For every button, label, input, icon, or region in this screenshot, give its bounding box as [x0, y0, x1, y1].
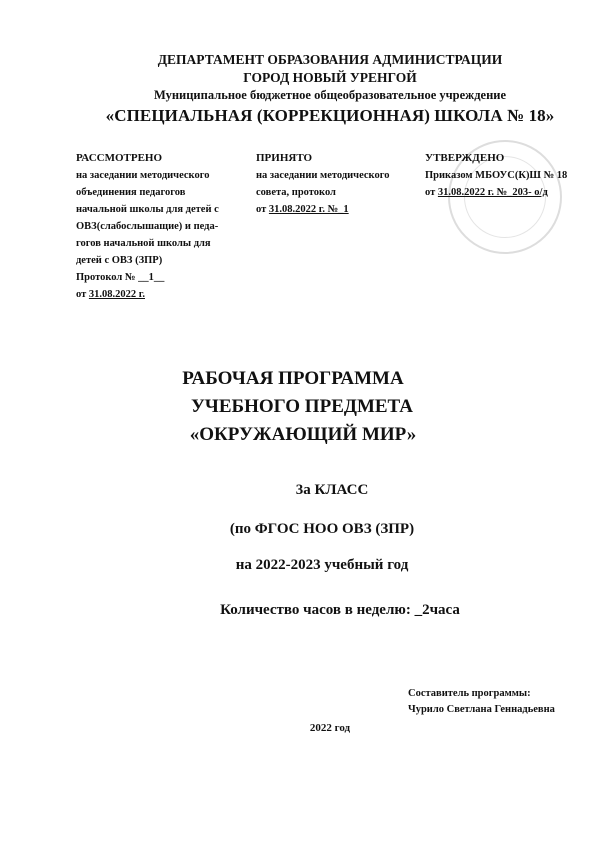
department-header: ДЕПАРТАМЕНТ ОБРАЗОВАНИЯ АДМИНИСТРАЦИИ: [157, 52, 503, 67]
considered-line: на заседании методического: [76, 170, 210, 181]
considered-protocol: [76, 269, 246, 286]
accepted-date-line: [256, 201, 421, 218]
approved-order: Приказом МБОУС(К)Ш № 18: [425, 170, 568, 181]
considered-line: объединения педагогов: [76, 187, 186, 198]
approved-title: УТВЕРЖДЕНО: [425, 152, 505, 164]
approved-block: [425, 150, 605, 201]
considered-title: РАССМОТРЕНО: [76, 152, 163, 164]
considered-line: начальной школы для детей с: [76, 204, 219, 215]
document-year: 2022 год: [309, 722, 351, 734]
accepted-line: на заседании методического: [256, 170, 390, 181]
program-title-line1: РАБОЧАЯ ПРОГРАММА: [182, 368, 404, 389]
accepted-date: 31.08.2022 г. №_1: [268, 204, 349, 215]
grade-label: 3а КЛАСС: [295, 482, 369, 498]
city-header: ГОРОД НОВЫЙ УРЕНГОЙ: [243, 70, 417, 85]
approved-date: 31.08.2022 г. №_203- о/д: [437, 187, 548, 198]
considered-line: гогов начальной школы для: [76, 238, 211, 249]
protocol-number: __1__: [138, 272, 165, 283]
school-year-label: на 2022-2023 учебный год: [235, 557, 409, 573]
author-name: Чурило Светлана Геннадьевна: [408, 704, 555, 715]
considered-date-line: [76, 286, 246, 303]
standard-label: (по ФГОС НОО ОВЗ (ЗПР): [229, 521, 415, 537]
date-prefix: от: [256, 204, 269, 215]
institution-type: Муниципальное бюджетное общеобразовательное учреждение: [153, 88, 507, 102]
date-prefix: от: [425, 187, 438, 198]
approved-date-line: [425, 184, 605, 201]
accepted-line: совета, протокол: [256, 187, 336, 198]
subject-name: «ОКРУЖАЮЩИЙ МИР»: [189, 424, 417, 445]
accepted-title: ПРИНЯТО: [256, 152, 313, 164]
date-prefix: от: [76, 289, 89, 300]
author-block: [408, 686, 555, 718]
considered-line: ОВЗ(слабослышащие) и педа-: [76, 221, 219, 232]
program-title-line2: УЧЕБНОГО ПРЕДМЕТА: [190, 396, 413, 417]
protocol-label: Протокол №: [76, 272, 139, 283]
considered-date: 31.08.2022 г.: [88, 289, 145, 300]
considered-line: детей с ОВЗ (ЗПР): [76, 255, 163, 266]
weekly-hours-label: Количество часов в неделю: _2часа: [220, 602, 460, 618]
accepted-block: [256, 150, 421, 218]
school-name: «СПЕЦИАЛЬНАЯ (КОРРЕКЦИОННАЯ) ШКОЛА № 18»: [105, 106, 555, 125]
author-label: Составитель программы:: [408, 688, 531, 699]
considered-block: [76, 150, 246, 303]
